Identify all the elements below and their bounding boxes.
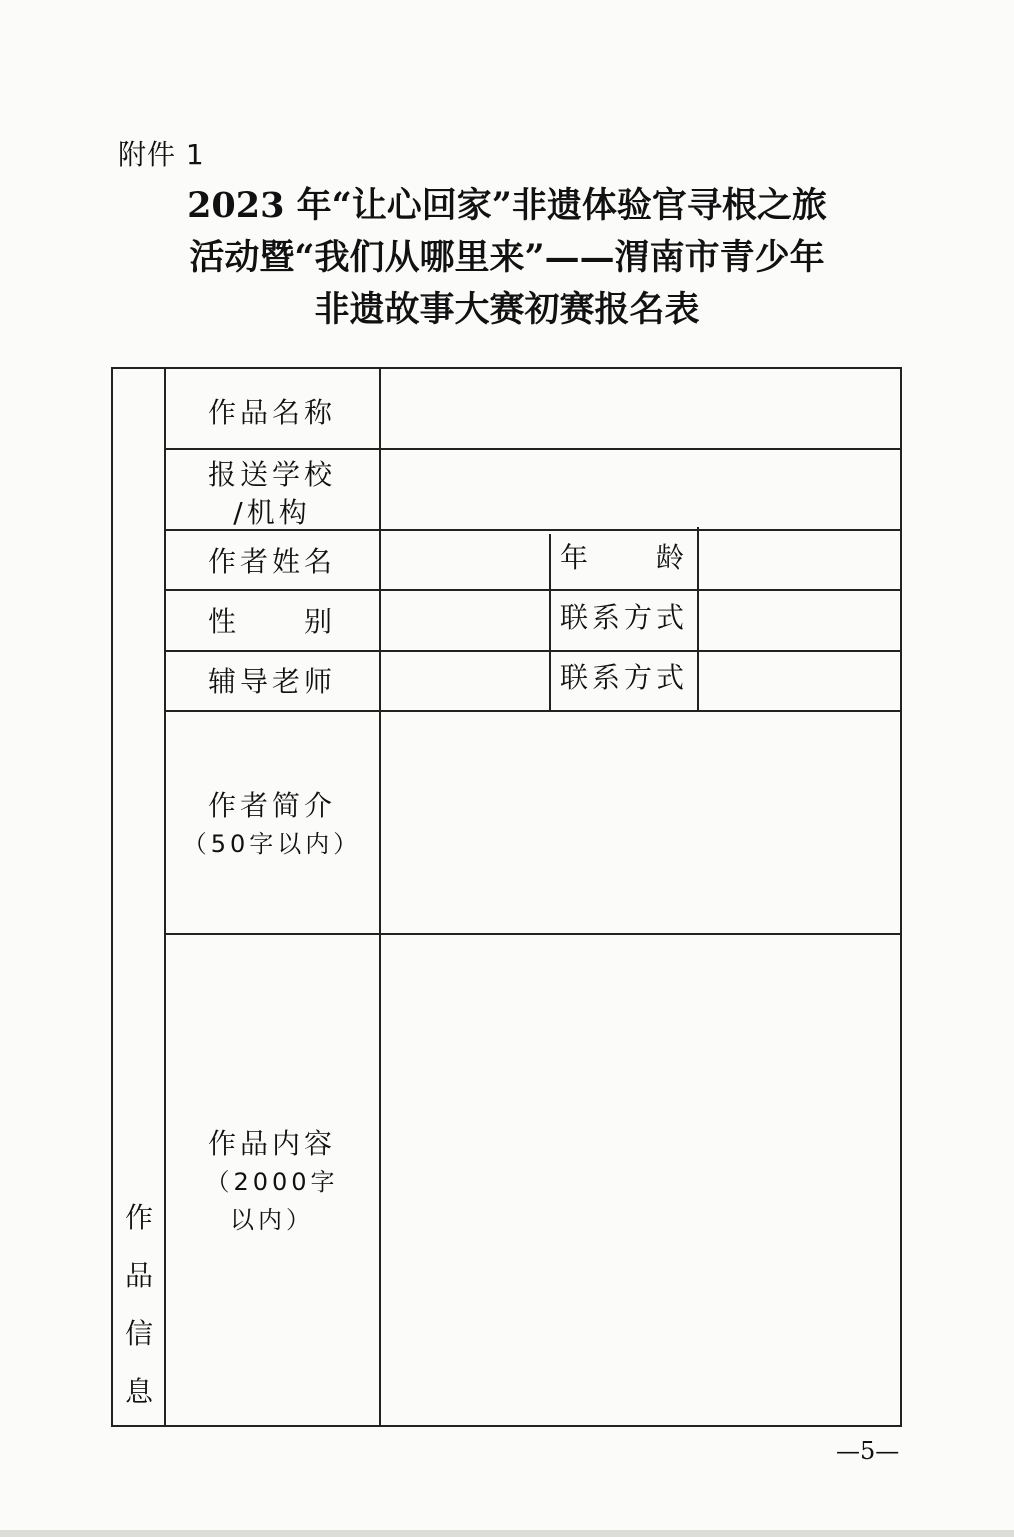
title-line-2: 活动暨“我们从哪里来”——渭南市青少年 (189, 237, 825, 278)
label-author-bio (165, 787, 379, 863)
input-author-name[interactable] (381, 531, 549, 589)
label-work-content-line-2: （2000字 (205, 1168, 339, 1196)
label-work-content (165, 1125, 379, 1239)
input-contact-author[interactable] (699, 591, 900, 650)
label-age: 年 龄 (559, 541, 688, 574)
registration-form-table (111, 367, 902, 1427)
label-contact-author: 联系方式 (559, 601, 688, 634)
document-title (0, 180, 1014, 336)
input-author-bio[interactable] (381, 712, 900, 933)
input-mentor[interactable] (381, 652, 549, 710)
label-work-name: 作品名称 (207, 396, 336, 429)
section-char-3: 信 (124, 1317, 153, 1350)
title-line-1: 2023 年“让心回家”非遗体验官寻根之旅 (187, 185, 827, 226)
label-school-line-2: /机构 (233, 496, 311, 529)
section-char-1: 作 (124, 1201, 153, 1234)
label-author-bio-line-2: （50字以内） (182, 830, 362, 858)
input-contact-mentor[interactable] (699, 652, 900, 710)
label-author-bio-line-1: 作者简介 (207, 789, 336, 822)
label-gender: 性 别 (207, 605, 336, 638)
input-age[interactable] (699, 529, 900, 589)
input-school[interactable] (381, 450, 900, 529)
input-work-content[interactable] (381, 935, 900, 1425)
section-char-2: 品 (124, 1259, 153, 1292)
label-school-line-1: 报送学校 (207, 458, 336, 491)
attachment-label: 附件 1 (118, 138, 205, 171)
title-line-3: 非遗故事大赛初赛报名表 (314, 289, 700, 330)
section-char-4: 息 (124, 1375, 153, 1408)
label-contact-mentor: 联系方式 (559, 661, 688, 694)
label-author-name: 作者姓名 (207, 545, 336, 578)
scan-edge-strip (0, 1530, 1014, 1537)
label-school (165, 456, 379, 532)
input-gender[interactable] (381, 591, 549, 650)
label-work-content-line-3: 以内） (230, 1206, 314, 1234)
input-work-name[interactable] (381, 369, 900, 448)
page-number: —5— (836, 1437, 900, 1465)
label-mentor: 辅导老师 (207, 665, 336, 698)
section-label-work-info (113, 1189, 165, 1421)
label-work-content-line-1: 作品内容 (207, 1127, 336, 1160)
